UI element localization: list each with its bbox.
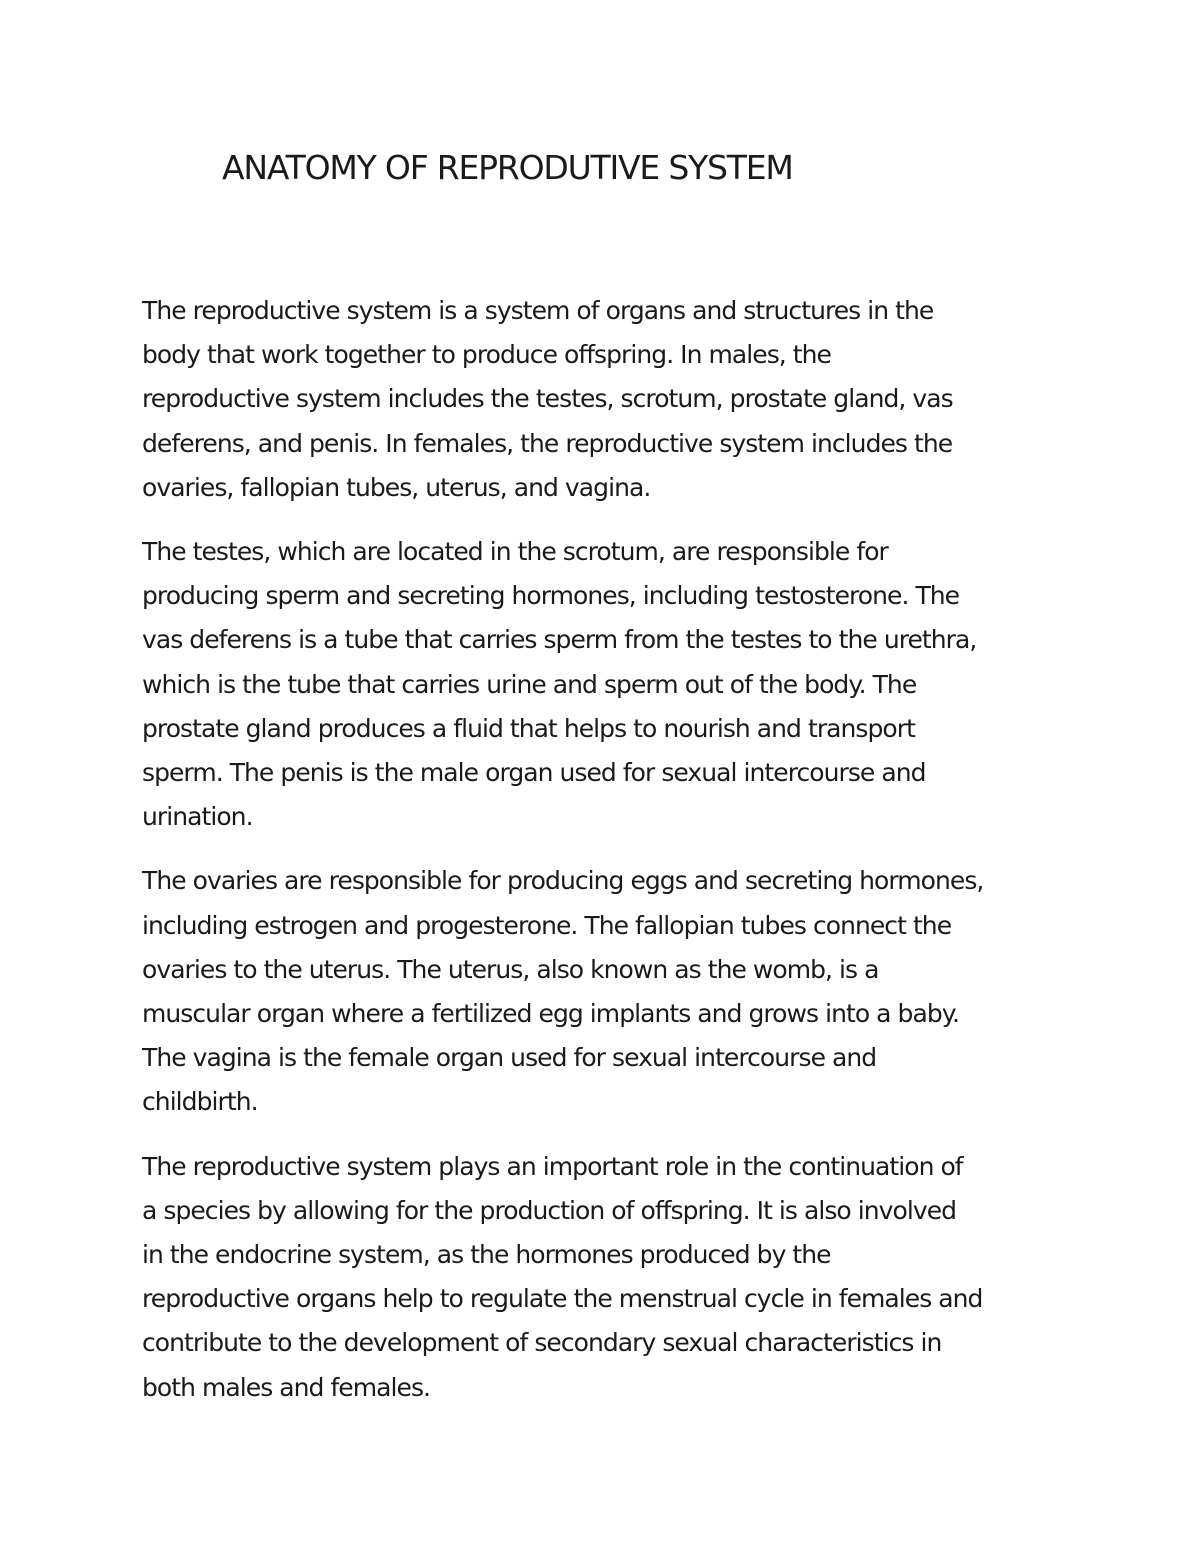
paragraph-line: reproductive system includes the testes, scrotum, prostate gland, vas bbox=[142, 384, 953, 414]
paragraph-line: prostate gland produces a fluid that helps to nourish and transport bbox=[142, 713, 915, 743]
paragraph-line: ovaries, fallopian tubes, uterus, and vagina. bbox=[142, 472, 651, 502]
paragraph-female-system bbox=[142, 859, 1062, 1124]
paragraph-line: The reproductive system is a system of organs and structures in the bbox=[142, 296, 934, 325]
paragraph-line: a species by allowing for the production of offspring. It is also involved bbox=[142, 1195, 957, 1225]
paragraph-line: urination. bbox=[142, 802, 253, 832]
paragraph-line: ovaries to the uterus. The uterus, also known as the womb, is a bbox=[142, 954, 879, 984]
paragraph-line: including estrogen and progesterone. The fallopian tubes connect the bbox=[142, 910, 952, 940]
paragraph-line: producing sperm and secreting hormones, including testosterone. The bbox=[142, 581, 960, 611]
paragraph-line: muscular organ where a fertilized egg implants and grows into a baby. bbox=[142, 999, 960, 1029]
paragraph-line: The vagina is the female organ used for sexual intercourse and bbox=[142, 1043, 877, 1073]
paragraph-overview bbox=[142, 289, 1062, 510]
paragraph-line: The ovaries are responsible for producing eggs and secreting hormones, bbox=[142, 866, 984, 896]
paragraph-line: in the endocrine system, as the hormones produced by the bbox=[142, 1240, 831, 1270]
paragraph-line: vas deferens is a tube that carries sperm from the testes to the urethra, bbox=[142, 625, 977, 655]
document-body bbox=[142, 289, 1062, 1430]
paragraph-role bbox=[142, 1145, 1062, 1410]
paragraph-line: childbirth. bbox=[142, 1087, 258, 1117]
paragraph-line: both males and females. bbox=[142, 1372, 431, 1402]
paragraph-line: The testes, which are located in the scrotum, are responsible for bbox=[142, 537, 888, 567]
document-title: ANATOMY OF REPRODUTIVE SYSTEM bbox=[222, 148, 793, 187]
paragraph-line: body that work together to produce offspring. In males, the bbox=[142, 340, 831, 370]
paragraph-line: which is the tube that carries urine and sperm out of the body. The bbox=[142, 669, 917, 699]
paragraph-line: reproductive organs help to regulate the menstrual cycle in females and bbox=[142, 1284, 983, 1314]
paragraph-male-system bbox=[142, 530, 1062, 839]
paragraph-line: sperm. The penis is the male organ used for sexual intercourse and bbox=[142, 758, 926, 788]
paragraph-line: The reproductive system plays an important role in the continuation of bbox=[142, 1151, 963, 1181]
paragraph-line: deferens, and penis. In females, the reproductive system includes the bbox=[142, 428, 953, 458]
paragraph-line: contribute to the development of secondary sexual characteristics in bbox=[142, 1328, 942, 1358]
